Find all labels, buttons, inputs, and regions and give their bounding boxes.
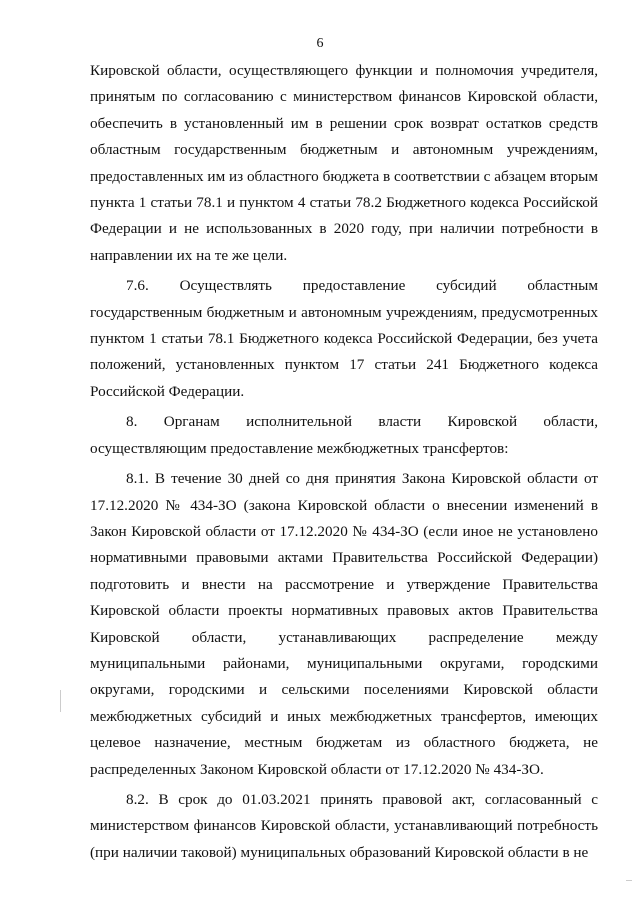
paragraph-continuation: Кировской области, осуществляющего функции и полномочия учредителя, принятым по согласованию с министерством финансов Кировской области, обеспечить в установленный им в решении срок возврат остатков средств областным государственным бюджетным и автономным учреждениям, предоставленных им из областного бюджета в соответствии с абзацем вторым пункта 1 статьи 78.1 и пунктом 4 статьи 78.2 Бюджетного кодекса Российской Федерации и не использованных в 2020 году, при наличии потребности в направлении их на те же цели. [90, 62, 598, 264]
paragraph-7-6: 7.6. Осуществлять предоставление субсидий областным государственным бюджетным и автономным учреждениям, предусмотренных пунктом 1 статьи 78.1 Бюджетного кодекса Российской Федерации, без учета положений, установленных пунктом 17 статьи 241 Бюджетного кодекса Российской Федерации. [90, 277, 598, 400]
paragraph-8: 8. Органам исполнительной власти Кировской области, осуществляющим предоставление межбюджетных трансфертов: [90, 413, 598, 457]
paragraph-8-1: 8.1. В течение 30 дней со дня принятия Закона Кировской области от 17.12.2020 № 434-ЗО (закона Кировской области о внесении изменений в Закон Кировской области от 17.12.2020 № 434-ЗО (если иное не установлено нормативными правовыми актами Правительства Российской Федерации) подготовить и внести на рассмотрение и утверждение Правительства Кировской области проекты нормативных правовых актов Правительства Кировской области, устанавливающих распределение между муниципальными районами, муниципальными округами, городскими округами, городскими и сельскими поселениями Кировской области межбюджетных субсидий и иных межбюджетных трансфертов, имеющих целевое назначение, местным бюджетам из областного бюджета, не распределенных Законом Кировской области от 17.12.2020 № 434-ЗО. [90, 470, 598, 778]
document-body [90, 58, 598, 866]
scan-margin-mark [60, 690, 61, 712]
scan-corner-mark [626, 880, 632, 881]
page-number: 6 [316, 36, 324, 51]
paragraph-8-2: 8.2. В срок до 01.03.2021 принять правовой акт, согласованный с министерством финансов Кировской области, устанавливающий потребность (при наличии таковой) муниципальных образований Кировской области в не [90, 790, 598, 861]
